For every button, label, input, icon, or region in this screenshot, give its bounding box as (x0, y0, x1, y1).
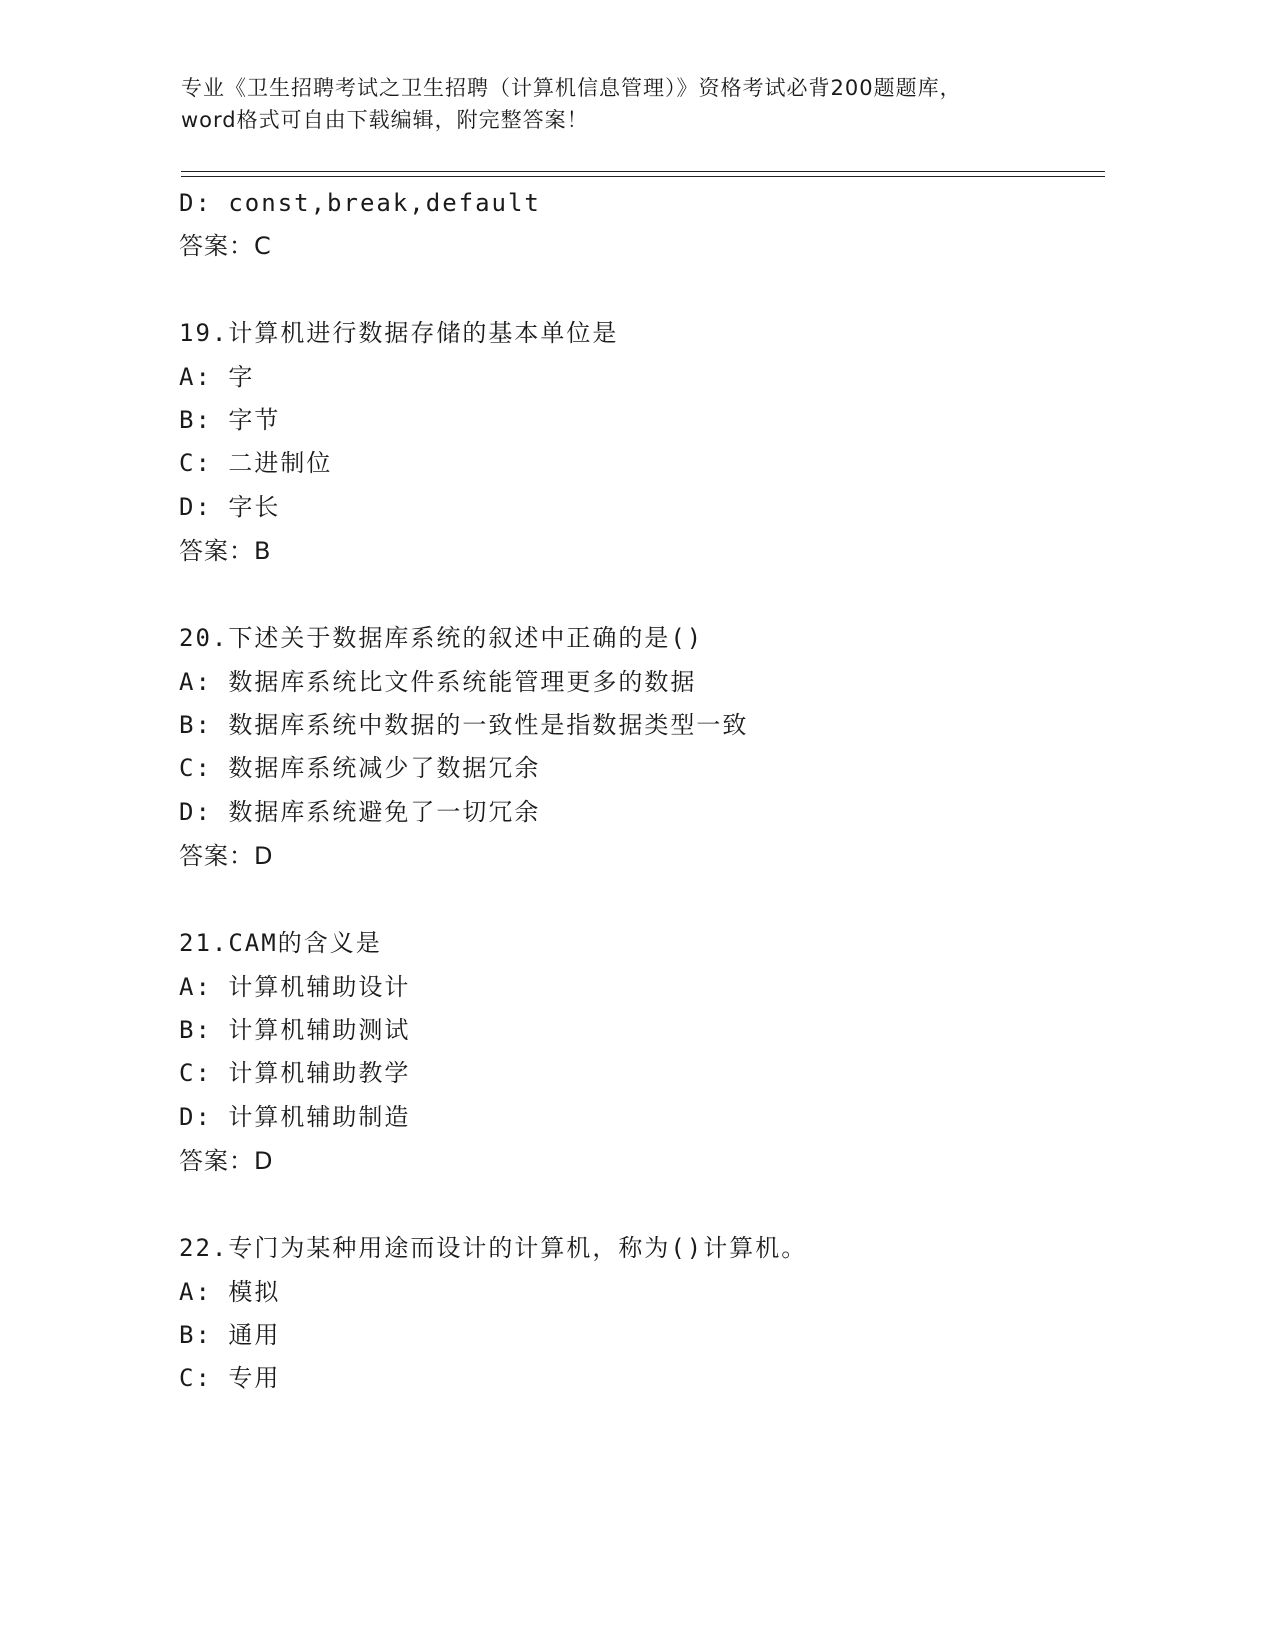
question-22-option-a: A: 模拟 (179, 1278, 281, 1306)
question-19-stem: 19.计算机进行数据存储的基本单位是 (179, 319, 619, 347)
question-21-option-d: D: 计算机辅助制造 (179, 1103, 411, 1131)
question-21-option-a: A: 计算机辅助设计 (179, 973, 411, 1001)
header-line-2: word格式可自由下载编辑，附完整答案！ (181, 108, 589, 132)
question-19-option-b: B: 字节 (179, 406, 281, 434)
question-21-option-b: B: 计算机辅助测试 (179, 1016, 411, 1044)
question-20-option-b: B: 数据库系统中数据的一致性是指数据类型一致 (179, 711, 749, 739)
question-19-option-c: C: 二进制位 (179, 449, 333, 477)
question-22-option-c: C: 专用 (179, 1364, 281, 1392)
question-21-stem: 21.CAM的含义是 (179, 929, 382, 957)
header-divider-bottom (181, 176, 1105, 177)
header-divider-top (181, 171, 1105, 172)
question-20-option-c: C: 数据库系统减少了数据冗余 (179, 754, 541, 782)
question-19-option-d: D: 字长 (179, 493, 281, 521)
question-21-answer: 答案：D (179, 1147, 274, 1175)
question-22-stem: 22.专门为某种用途而设计的计算机，称为()计算机。 (179, 1234, 808, 1262)
question-20-answer: 答案：D (179, 842, 274, 870)
question-19-answer: 答案：B (179, 537, 272, 565)
prev-answer: 答案：C (179, 232, 272, 260)
question-21-option-c: C: 计算机辅助教学 (179, 1059, 411, 1087)
question-20-option-d: D: 数据库系统避免了一切冗余 (179, 798, 541, 826)
question-22-option-b: B: 通用 (179, 1321, 281, 1349)
question-19-option-a: A: 字 (179, 363, 255, 391)
prev-option-d: D: const,break,default (179, 189, 541, 217)
header-line-1: 专业《卫生招聘考试之卫生招聘（计算机信息管理）》资格考试必背200题题库， (181, 76, 962, 100)
question-20-stem: 20.下述关于数据库系统的叙述中正确的是() (179, 624, 704, 652)
document-header (181, 72, 1081, 136)
question-20-option-a: A: 数据库系统比文件系统能管理更多的数据 (179, 668, 697, 696)
